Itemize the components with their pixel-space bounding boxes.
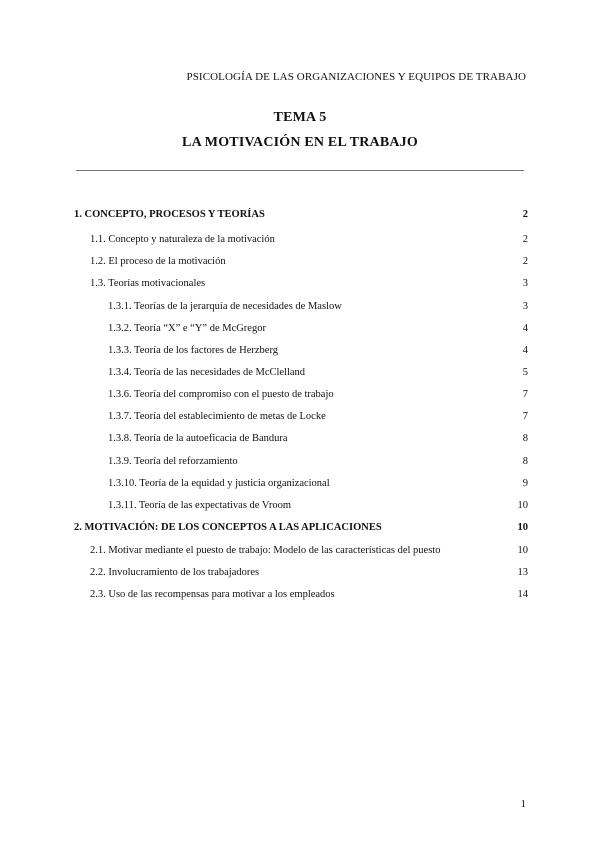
toc-entry[interactable] [108,299,528,315]
toc-entry-label: 1. CONCEPTO, PROCESOS Y TEORÍAS [74,209,265,220]
toc-entry-label: 1.3.4. Teoría de las necesidades de McClelland [108,367,306,378]
toc-entry-label: 1.3.2. Teoría “X” e “Y” de McGregor [108,323,266,334]
toc-entry-page: 4 [522,345,528,356]
toc-entry[interactable] [108,431,528,447]
toc-entry-page: 10 [517,545,528,556]
toc-entry[interactable] [90,565,528,581]
toc-entry-page: 2 [522,256,528,267]
toc-entry-page: 2 [522,234,528,245]
page-number: 1 [520,798,526,810]
toc-entry-label: 1.3.10. Teoría de la equidad y justicia organizacional [108,478,330,489]
toc-entry-page: 10 [517,522,528,533]
toc-entry-label: 1.3.8. Teoría de la autoeficacia de Bandura [108,433,288,444]
toc-entry-label: 1.2. El proceso de la motivación [90,256,226,267]
toc-entry-label: 1.3.9. Teoría del reforzamiento [108,456,238,467]
toc-entry-label: 2.2. Involucramiento de los trabajadores [90,567,260,578]
toc-entry-label: 1.3.3. Teoría de los factores de Herzberg [108,345,279,356]
toc-entry-label: 1.1. Concepto y naturaleza de la motivación [90,234,275,245]
title-divider [76,170,524,171]
toc-entry-page: 9 [522,478,528,489]
toc-entry[interactable] [108,454,528,470]
toc-entry-page: 4 [522,323,528,334]
toc-entry[interactable] [108,476,528,492]
toc-entry-page: 3 [522,278,528,289]
toc-entry[interactable] [108,387,528,403]
toc-entry-page: 10 [517,500,528,511]
toc-entry-label: 1.3. Teorías motivacionales [90,278,206,289]
toc-entry[interactable] [74,207,528,223]
toc-entry[interactable] [108,321,528,337]
toc-entry-label: 2.3. Uso de las recompensas para motivar a los empleados [90,589,335,600]
toc-entry[interactable] [108,409,528,425]
topic-number: TEMA 5 [273,110,327,125]
toc-entry[interactable] [90,276,528,292]
toc-entry-label: 1.3.11. Teoría de las expectativas de Vroom [108,500,292,511]
toc-entry-page: 7 [522,389,528,400]
toc-entry[interactable] [90,587,528,603]
topic-title: LA MOTIVACIÓN EN EL TRABAJO [182,135,418,150]
toc-entry[interactable] [90,232,528,248]
toc-entry-page: 13 [517,567,528,578]
toc-entry-label: 1.3.1. Teorías de la jerarquía de necesidades de Maslow [108,301,342,312]
toc-entry-page: 7 [522,411,528,422]
toc-entry[interactable] [74,520,528,536]
toc-entry-page: 3 [522,301,528,312]
running-header: PSICOLOGÍA DE LAS ORGANIZACIONES Y EQUIPOS DE TRABAJO [186,71,526,83]
toc-entry-page: 14 [517,589,528,600]
toc-entry[interactable] [108,365,528,381]
toc-entry-page: 5 [522,367,528,378]
toc-entry-page: 2 [522,209,528,220]
toc-entry[interactable] [90,543,528,559]
toc-entry-label: 1.3.6. Teoría del compromiso con el puesto de trabajo [108,389,334,400]
toc-entry-label: 2.1. Motivar mediante el puesto de trabajo: Modelo de las características del puesto [90,545,441,556]
toc-entry-page: 8 [522,456,528,467]
toc-entry-page: 8 [522,433,528,444]
toc-entry-label: 2. MOTIVACIÓN: DE LOS CONCEPTOS A LAS APLICACIONES [74,522,382,533]
toc-entry[interactable] [108,498,528,514]
toc-entry[interactable] [108,343,528,359]
toc-entry[interactable] [90,254,528,270]
toc-entry-label: 1.3.7. Teoría del establecimiento de metas de Locke [108,411,326,422]
